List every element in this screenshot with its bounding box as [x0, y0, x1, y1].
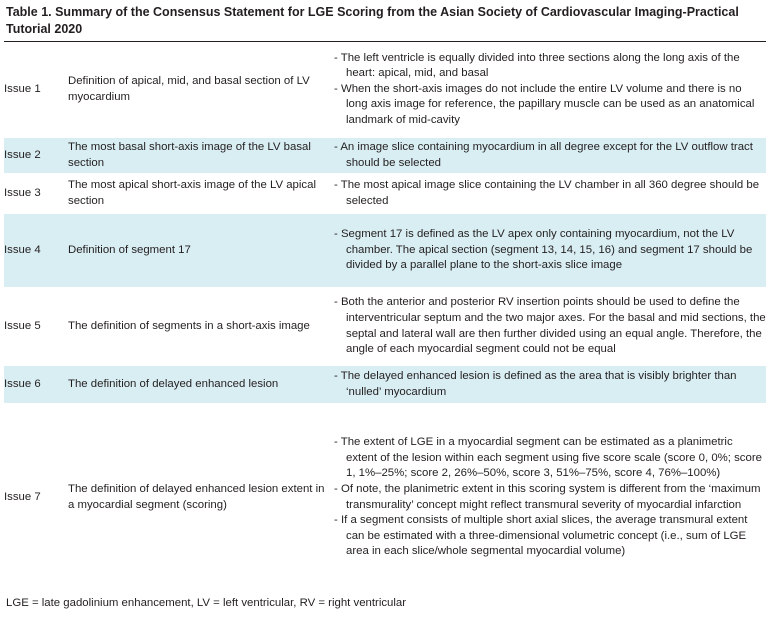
description-point: - If a segment consists of multiple short axial slices, the average transmural extent can be estimated with a three-dimensional volumetric concept (i.e., sum of LGE area in each slice/whole segmental myocardial volume): [334, 514, 748, 558]
issue-topic: The most basal short-axis image of the LV basal section: [68, 138, 326, 174]
issue-topic: Definition of segment 17: [68, 214, 326, 288]
issue-label: Issue 2: [4, 138, 68, 174]
table-row: [4, 366, 766, 404]
issue-description: [326, 366, 766, 404]
description-point: - The most apical image slice containing the LV chamber in all 360 degree should be selected: [334, 178, 760, 207]
issue-topic: The definition of segments in a short-axis image: [68, 288, 326, 366]
issue-label: Issue 7: [4, 404, 68, 592]
issue-description: [326, 42, 766, 138]
issue-description: [326, 404, 766, 592]
table-row: [4, 174, 766, 214]
issue-topic: The definition of delayed enhanced lesion: [68, 366, 326, 404]
issue-topic: The definition of delayed enhanced lesion extent in a myocardial segment (scoring): [68, 404, 326, 592]
issue-description: [326, 174, 766, 214]
table-row: [4, 138, 766, 174]
issue-label: Issue 3: [4, 174, 68, 214]
description-point: - Both the anterior and posterior RV insertion points should be used to define the interventricular septum and the two major axes. For the basal and mid sections, the septal and lateral wall are then further divided using an equal angle. Therefore, the angle of each myocardial segment could not be equal: [334, 296, 766, 356]
description-point: - Of note, the planimetric extent in this scoring system is different from the ‘maximum transmurality’ concept might reflect transmural severity of myocardial infarction: [334, 482, 761, 511]
issue-label: Issue 4: [4, 214, 68, 288]
table-row: [4, 42, 766, 138]
issue-description: [326, 138, 766, 174]
table-row: [4, 288, 766, 366]
issue-label: Issue 1: [4, 42, 68, 138]
table-title: Table 1. Summary of the Consensus Statement for LGE Scoring from the Asian Society of Cardiovascular Imaging-Practical Tutorial 2020: [6, 5, 739, 36]
description-point: - An image slice containing myocardium in all degree except for the LV outflow tract should be selected: [334, 140, 753, 169]
issue-description: [326, 288, 766, 366]
table-footnote: LGE = late gadolinium enhancement, LV = left ventricular, RV = right ventricular: [6, 597, 407, 609]
table-row: [4, 214, 766, 288]
table-row: [4, 404, 766, 592]
description-point: - When the short-axis images do not include the entire LV volume and there is no long axis image for reference, the papillary muscle can be used as an anatomical landmark of mid-cavity: [334, 82, 755, 126]
issue-topic: The most apical short-axis image of the LV apical section: [68, 174, 326, 214]
issue-description: [326, 214, 766, 288]
description-point: - The delayed enhanced lesion is defined as the area that is visibly brighter than ‘nulled’ myocardium: [334, 369, 737, 398]
description-point: - The extent of LGE in a myocardial segment can be estimated as a planimetric extent of the lesion within each segment using five score scale (score 0, 0%; score 1, 1%–25%; score 2, 26%–50%, score 3, 51%–75%, score 4, 76%–100%): [334, 436, 762, 480]
table-body: [4, 42, 766, 592]
issue-label: Issue 5: [4, 288, 68, 366]
description-point: - The left ventricle is equally divided into three sections along the long axis of the heart: apical, mid, and basal: [334, 51, 740, 80]
issue-topic: Definition of apical, mid, and basal section of LV myocardium: [68, 42, 326, 138]
consensus-table: [4, 41, 766, 592]
issue-label: Issue 6: [4, 366, 68, 404]
description-point: - Segment 17 is defined as the LV apex only containing myocardium, not the LV chamber. The apical section (segment 13, 14, 15, 16) and segment 17 should be divided by a parallel plane to the short-axis slice image: [334, 228, 753, 272]
